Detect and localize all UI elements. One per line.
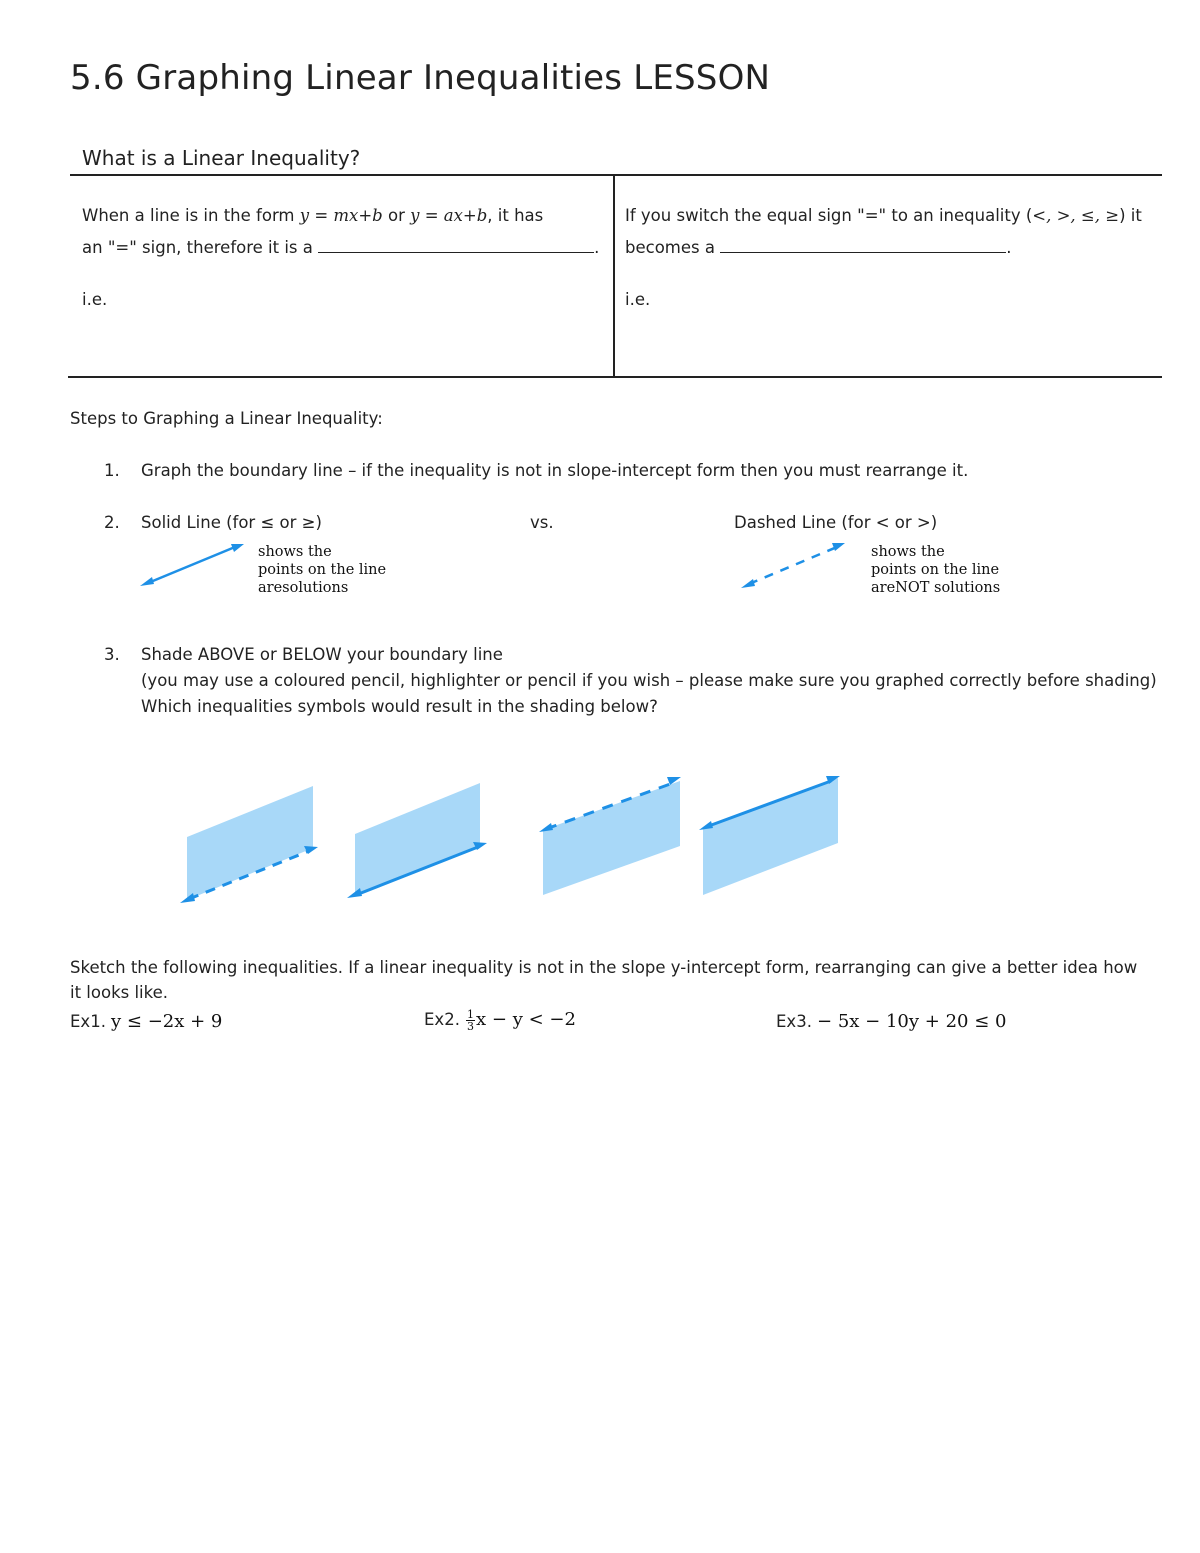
shading-diagram-2 [343, 780, 493, 910]
step-3-line3: Which inequalities symbols would result in the shading below? [141, 697, 658, 716]
shading-diagram-1 [175, 780, 325, 910]
left-cell-ie: i.e. [82, 290, 108, 309]
right-cell-line2: becomes a . [625, 238, 1012, 257]
step-1-number: 1. [104, 461, 120, 480]
dashed-line [749, 547, 837, 584]
example-2-label: Ex2. [424, 1010, 460, 1029]
inequality-symbols: <, >, ≤, ≥ [1032, 206, 1120, 225]
table-top-border [70, 174, 1162, 176]
example-2-expression: x − y < −2 [476, 1009, 576, 1030]
step-2-number: 2. [104, 513, 120, 532]
shaded-region [543, 781, 680, 895]
dashed-line-label: Dashed Line (for < or >) [734, 513, 938, 532]
example-1-label: Ex1. [70, 1012, 106, 1031]
section-heading: What is a Linear Inequality? [82, 146, 361, 170]
solid-line-note: shows the points on the line aresolutions [258, 544, 387, 596]
dashed-line-note: shows the points on the line areNOT solutions [871, 544, 1001, 596]
sketch-instructions-line1: Sketch the following inequalities. If a linear inequality is not in the slope y-intercept form, rearranging can give a better idea how [70, 958, 1138, 977]
step-3-text: Shade ABOVE or BELOW your boundary line [141, 645, 503, 664]
example-3 [776, 1011, 1006, 1032]
arrowhead-right [304, 846, 318, 854]
solid-line [148, 547, 235, 583]
step-2-solid-label: Solid Line (for ≤ or ≥) [141, 513, 322, 532]
left-cell-line2: an "=" sign, therefore it is a . [82, 238, 600, 257]
steps-heading: Steps to Graphing a Linear Inequality: [70, 409, 383, 428]
equation-axb: y = ax+b [410, 206, 488, 225]
right-cell-line1: If you switch the equal sign "=" to an inequality (<, >, ≤, ≥) it [625, 206, 1142, 225]
shaded-region [703, 778, 838, 895]
sketch-instructions-line2: it looks like. [70, 983, 169, 1002]
example-2 [424, 1009, 576, 1032]
arrowhead-right [832, 543, 845, 551]
answer-blank-left[interactable] [318, 238, 594, 253]
step-1-text: Graph the boundary line – if the inequality is not in slope-intercept form then you must rearrange it. [141, 461, 969, 480]
example-1-expression: y ≤ −2x + 9 [111, 1011, 223, 1032]
example-3-label: Ex3. [776, 1012, 812, 1031]
arrowhead-left [741, 579, 755, 588]
right-cell-ie: i.e. [625, 290, 651, 309]
table-divider [613, 174, 615, 378]
left-cell-line1: When a line is in the form y = mx+b or y = ax+b, it has [82, 206, 544, 225]
arrowhead-left [347, 888, 362, 898]
answer-blank-right[interactable] [720, 238, 1006, 253]
shaded-region [187, 786, 313, 900]
step-3-number: 3. [104, 645, 120, 664]
solid-line-example [130, 535, 260, 595]
page-title: 5.6 Graphing Linear Inequalities LESSON [70, 58, 771, 98]
example-3-expression: − 5x − 10y + 20 ≤ 0 [817, 1011, 1007, 1032]
shading-diagram-4 [695, 770, 845, 900]
shaded-region [355, 783, 480, 895]
dashed-line-example [735, 535, 855, 595]
example-2-fraction: $\frac{1}{3}$ [467, 1008, 475, 1033]
shading-diagram-3 [535, 770, 685, 900]
example-1 [70, 1011, 222, 1032]
arrowhead-left [140, 577, 154, 586]
table-bottom-border [68, 376, 1162, 378]
arrowhead-right [231, 544, 244, 552]
step-3-line2: (you may use a coloured pencil, highlighter or pencil if you wish – please make sure you graphed correctly before shading) [141, 671, 1157, 690]
versus-label: vs. [530, 513, 554, 532]
equation-mxb: y = mx+b [299, 206, 383, 225]
